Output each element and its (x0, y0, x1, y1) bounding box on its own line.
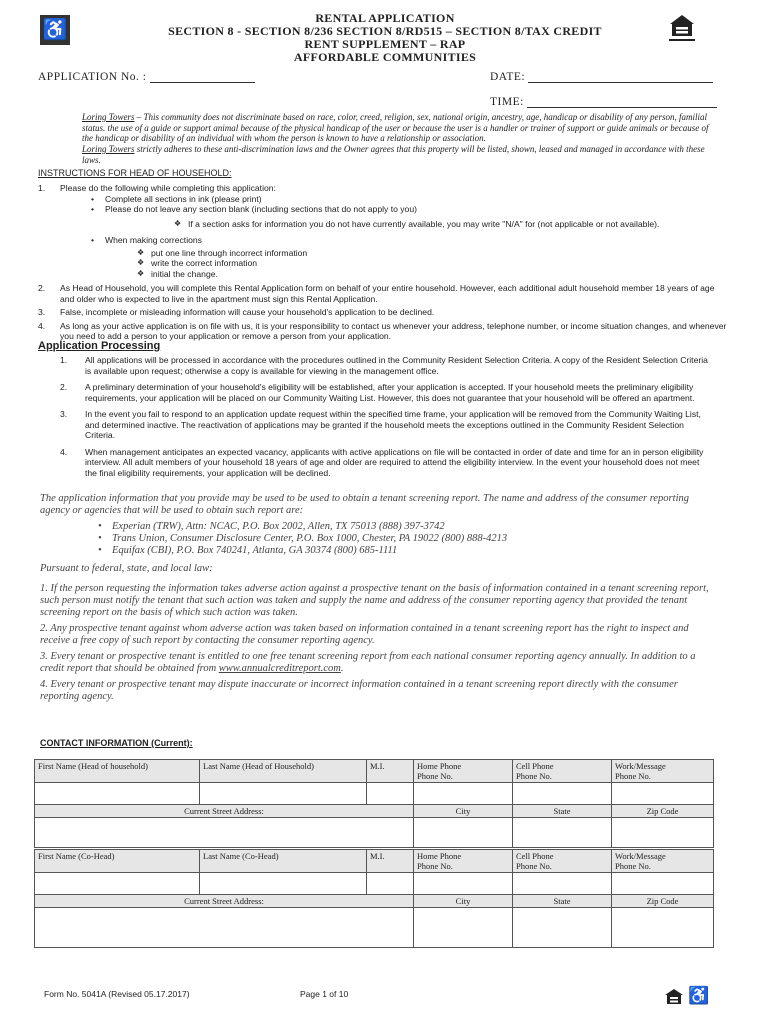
instruction-1-bullet-2: Please do not leave any section blank (including sections that do not apply to you) (105, 204, 417, 214)
cell-phone-header: Cell Phone Phone No. (513, 760, 612, 783)
community-name: Loring Towers (82, 144, 135, 154)
cohead-last-name-header: Last Name (Co-Head) (200, 850, 367, 873)
application-no-label: APPLICATION No. : (38, 71, 147, 83)
processing-title: Application Processing (38, 340, 161, 352)
agency-transunion: Trans Union, Consumer Disclosure Center, P.O. Box 1000, Chester, PA 19022 (800) 888-4213 (112, 533, 508, 544)
cohead-zip-header: Zip Code (612, 895, 714, 908)
cohead-street-header: Current Street Address: (35, 895, 414, 908)
zip-input[interactable] (612, 818, 714, 848)
item-number: 2. (38, 283, 46, 293)
zip-header: Zip Code (612, 805, 714, 818)
first-name-input[interactable] (35, 783, 200, 805)
disclaimer-1-text: – This community does not discriminate based on race, color, creed, religion, sex, national origin, ancestry, age, handicap or disability of any person, familial status. the use of a guide or support animal because of the physical handicap of the user or because the user is a handler or trainer of support or guide animals or because of the handicap or disability of an individual with whom the person is known to have a relationship or association. (82, 112, 709, 143)
instruction-4: As long as your active application is on file with us, it is your responsibility to contact us whenever your address, telephone number, or income situation changes, and whenever you need to add a person to your application or remove a person from your application. (60, 320, 727, 341)
correction-step-1: put one line through incorrect information (151, 247, 308, 258)
first-name-header: First Name (Head of household) (35, 760, 200, 783)
cell-phone-input[interactable] (513, 783, 612, 805)
processing-4: When management anticipates an expected vacancy, applicants with active applications on file will be contacted in order of date and time for an in person eligibility interview. All adult members of your household 18 years of age and older are required to attend the eligibility interview. In the event your household does not meet the final eligibility requirements, your application will be declined. (85, 446, 704, 478)
last-name-header: Last Name (Head of Household) (200, 760, 367, 783)
cohead-state-input[interactable] (513, 908, 612, 948)
cohead-cell-phone-input[interactable] (513, 873, 612, 895)
item-number: 2. (60, 382, 68, 392)
instruction-2: As Head of Household, you will complete this Rental Application form on behalf of your entire household. However, each additional adult household member 18 years of age and older who is expected to live in the apartment must sign this Rental Application. (60, 283, 715, 304)
wheelchair-icon: ♿ (40, 15, 70, 45)
instruction-1-bullet-1: Complete all sections in ink (please print) (105, 193, 262, 204)
processing-1: All applications will be processed in accordance with the procedures outlined in the Community Resident Selection Criteria. A copy of the Resident Selection Criteria is available upon request; otherwise a copy is available for viewing in the management office. (85, 355, 708, 376)
city-input[interactable] (414, 818, 513, 848)
cohead-mi-input[interactable] (367, 873, 414, 895)
processing-list (60, 355, 712, 478)
instruction-1-bullet-3: When making corrections (105, 235, 202, 245)
instruction-1: Please do the following while completing this application: (60, 183, 276, 193)
application-no-field[interactable] (38, 70, 255, 83)
cohead-work-phone-input[interactable] (612, 873, 714, 895)
cohead-city-header: City (414, 895, 513, 908)
disclaimer-1 (82, 112, 712, 144)
contact-title: CONTACT INFORMATION (Current): (40, 738, 193, 748)
state-header: State (513, 805, 612, 818)
header-title-4: AFFORDABLE COMMUNITIES (293, 50, 477, 64)
street-header: Current Street Address: (35, 805, 414, 818)
work-phone-header: Work/Message Phone No. (612, 760, 714, 783)
cohead-last-name-input[interactable] (200, 873, 367, 895)
agency-experian: Experian (TRW), Attn: NCAC, P.O. Box 2002, Allen, TX 75013 (888) 397-3742 (112, 521, 445, 532)
date-label: DATE: (490, 71, 526, 83)
credit-clause-1: 1. If the person requesting the information takes adverse action against a prospective tenant on the basis of information contained in a tenant screening report, such person must notify the tenant that such action was taken and supply the name and address of the consumer reporting agency that provided the tenant screening report on the basis of which such action was taken. (40, 583, 709, 618)
home-phone-header: Home Phone Phone No. (414, 760, 513, 783)
item-number: 3. (60, 409, 68, 419)
agency-equifax: Equifax (CBI), P.O. Box 740241, Atlanta, GA 30374 (800) 685-1111 (112, 545, 398, 556)
cohead-zip-input[interactable] (612, 908, 714, 948)
cohead-cell-phone-header: Cell Phone Phone No. (513, 850, 612, 873)
credit-notice (40, 493, 712, 703)
pursuant-text: Pursuant to federal, state, and local law: (40, 563, 213, 574)
cohead-first-name-header: First Name (Co-Head) (35, 850, 200, 873)
disclaimer-2 (82, 144, 712, 165)
time-label: TIME: (490, 96, 524, 108)
street-input[interactable] (35, 818, 414, 848)
page-number: Page 1 of 10 (300, 989, 349, 999)
item-number: 3. (38, 307, 46, 317)
mi-input[interactable] (367, 783, 414, 805)
annual-credit-report-link[interactable]: www.annualcreditreport.com (218, 663, 341, 674)
date-line[interactable] (528, 70, 713, 83)
form-number: Form No. 5041A (Revised 05.17.2017) (44, 989, 190, 999)
cohead-home-phone-header: Home Phone Phone No. (414, 850, 513, 873)
item-number: 4. (38, 320, 46, 331)
cohead-work-phone-header: Work/Message Phone No. (612, 850, 714, 873)
item-number: 1. (38, 183, 46, 193)
correction-step-2: write the correct information (151, 258, 258, 268)
cohead-mi-header: M.I. (367, 850, 414, 873)
time-field[interactable] (490, 95, 717, 108)
instruction-3: False, incomplete or misleading information will cause your household's application to be declined. (60, 307, 435, 317)
header-title-2: SECTION 8 - SECTION 8/236 SECTION 8/RD515 – SECTION 8/TAX CREDIT (168, 24, 602, 38)
credit-clause-2: 2. Any prospective tenant against whom adverse action was taken based on information contained in a tenant screening report has the right to inspect and receive a free copy of such report by contacting the consumer reporting agency. (40, 623, 689, 646)
instructions-title: INSTRUCTIONS FOR HEAD OF HOUSEHOLD: (38, 168, 232, 178)
last-name-input[interactable] (200, 783, 367, 805)
item-number: 1. (60, 355, 68, 365)
cohead-first-name-input[interactable] (35, 873, 200, 895)
wheelchair-icon: ♿ (688, 986, 710, 1005)
cohead-state-header: State (513, 895, 612, 908)
item-number: 4. (60, 446, 68, 457)
equal-housing-icon (664, 988, 684, 1006)
home-phone-input[interactable] (414, 783, 513, 805)
date-field[interactable] (490, 70, 713, 83)
credit-clause-3 (40, 651, 712, 675)
mi-header: M.I. (367, 760, 414, 783)
cohead-home-phone-input[interactable] (414, 873, 513, 895)
credit-clause-3-end: . (340, 663, 344, 674)
work-phone-input[interactable] (612, 783, 714, 805)
contact-table-head (34, 759, 714, 848)
disclaimer-2-text: strictly adheres to these anti-discrimination laws and the Owner agrees that this property will be listed, shown, leased and managed in accordance with these laws. (82, 144, 705, 165)
instruction-1-sub: If a section asks for information you do not have currently available, you may write "N/A" for (not applicable or not available). (188, 218, 660, 229)
application-no-line[interactable] (150, 70, 255, 83)
time-line[interactable] (527, 95, 717, 108)
credit-clause-3-text: 3. Every tenant or prospective tenant is entitled to one free tenant screening report from each national consumer reporting agency annually. In addition to a credit report that should be obtained from (40, 651, 696, 674)
state-input[interactable] (513, 818, 612, 848)
instructions-list (38, 183, 728, 342)
correction-step-3: initial the change. (151, 268, 218, 279)
header-title-3: RENT SUPPLEMENT – RAP (304, 37, 466, 51)
processing-2: A preliminary determination of your household's eligibility will be established, after your application is accepted. If your household meets the preliminary eligibility requirements, your application will be placed on our Community Waiting List. However, this does not guarantee that your household will be offered an apartment. (85, 382, 695, 403)
cohead-street-input[interactable] (35, 908, 414, 948)
processing-3: In the event you fail to respond to an application update request within the specified time frame, your application will be removed from the Community Waiting List, and determined inactive. The reactivation of applications may be granted if the household meets the exceptions outlined in the Community Resident Selection Criteria. (85, 409, 701, 440)
community-name: Loring Towers (82, 112, 135, 122)
contact-table-cohead (34, 849, 714, 948)
credit-intro: The application information that you provide may be used to be used to obtain a tenant screening report. The name and address of the consumer reporting agency or agencies that will be used to obtain such report are: (40, 493, 689, 516)
header-title-1: RENTAL APPLICATION (315, 11, 455, 25)
cohead-city-input[interactable] (414, 908, 513, 948)
city-header: City (414, 805, 513, 818)
credit-clause-4: 4. Every tenant or prospective tenant may dispute inaccurate or incorrect information contained in a tenant screening report directly with the consumer reporting agency. (40, 679, 678, 702)
